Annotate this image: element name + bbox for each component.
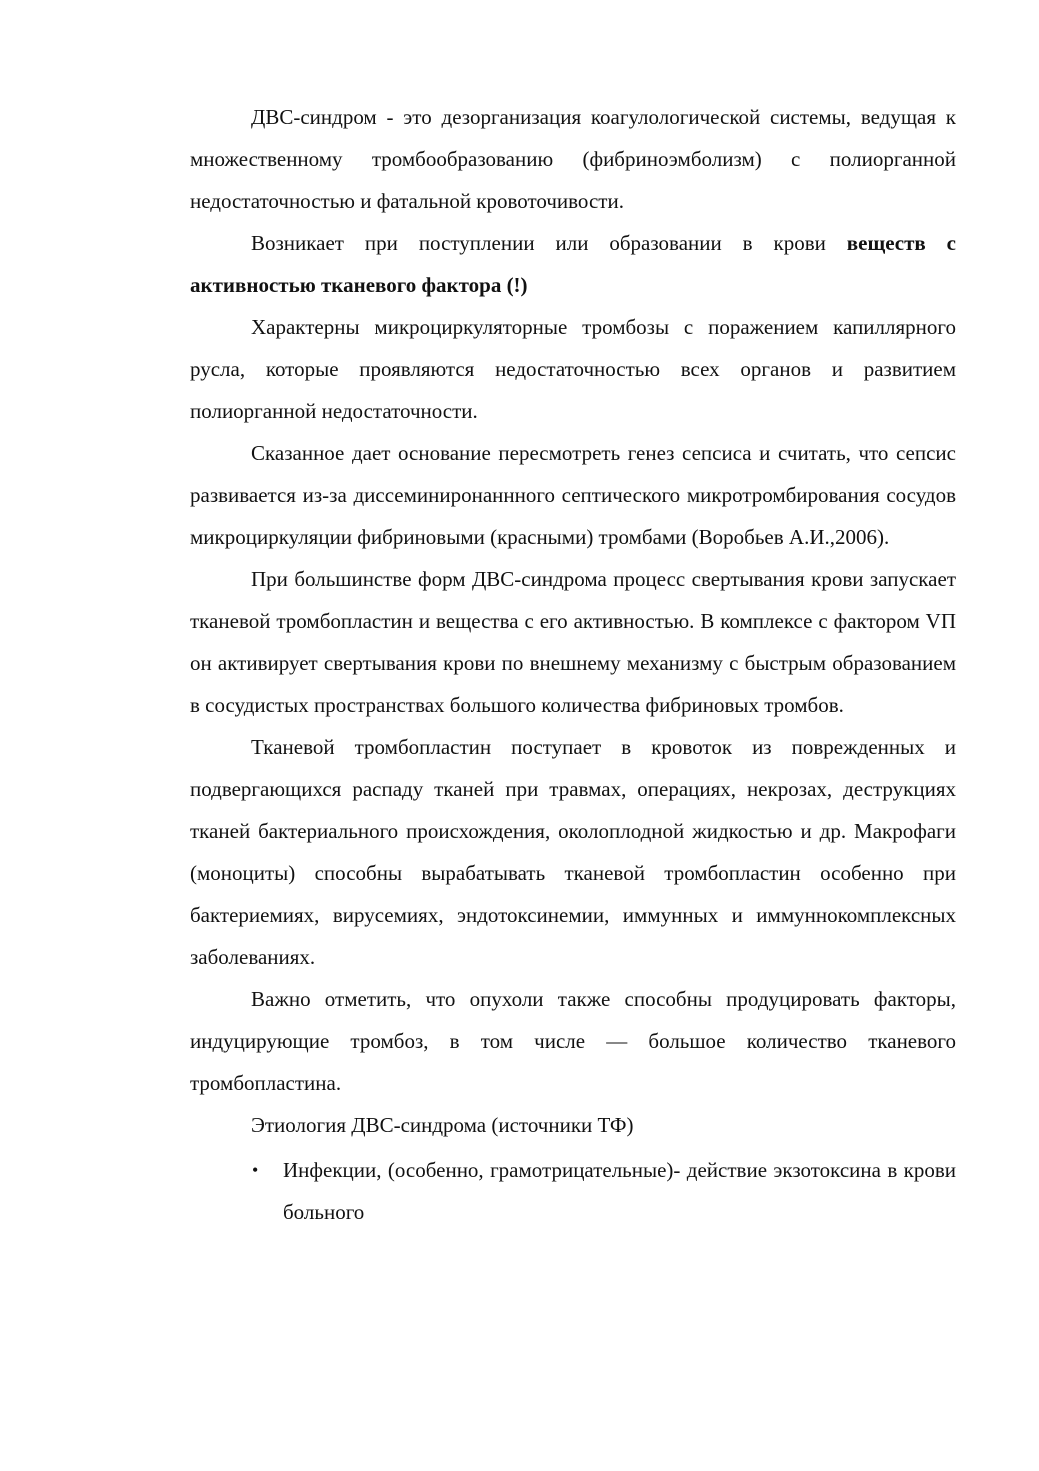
paragraph-origin-text: Возникает при поступлении или образовании в крови — [251, 231, 847, 255]
bullet-icon: • — [252, 1160, 259, 1180]
etiology-list — [190, 1149, 956, 1233]
paragraph-definition: ДВС-синдром - это дезорганизация коагулологической системы, ведущая к множественному тромбообразованию (фибриноэмболизм) с полиорганной недостаточностью и фатальной кровоточивости. — [190, 105, 956, 213]
paragraph-microcirculation: Характерны микроциркуляторные тромбозы с поражением капиллярного русла, которые проявляются недостаточностью всех органов и развитием полиорганной недостаточности. — [190, 315, 956, 423]
paragraph-origin — [190, 222, 956, 306]
document-body — [190, 96, 956, 1233]
paragraph-origin-bold: веществ с активностью тканевого фактора (!) — [190, 231, 956, 297]
list-item — [190, 1149, 956, 1233]
paragraph-coagulation: При большинстве форм ДВС-синдрома процесс свертывания крови запускает тканевой тромбопластин и вещества с его активностью. В комплексе с фактором VП он активирует свертывания крови по внешнему механизму с быстрым образованием в сосудистых пространствах большого количества фибриновых тромбов. — [190, 567, 956, 717]
paragraph-sepsis: Сказанное дает основание пересмотреть генез сепсиса и считать, что сепсис развивается из-за диссеминиронаннного септического микротромбирования сосудов микроциркуляции фибриновыми (красными) тромбами (Воробьев А.И.,2006). — [190, 441, 956, 549]
list-item-text: Инфекции, (особенно, грамотрицательные)- действие экзотоксина в крови больного — [283, 1158, 956, 1224]
paragraph-tumors: Важно отметить, что опухоли также способны продуцировать факторы, индуцирующие тромбоз, в том числе — большое количество тканевого тромбопластина. — [190, 987, 956, 1095]
etiology-heading: Этиология ДВС-синдрома (источники ТФ) — [251, 1113, 634, 1137]
paragraph-thromboplastin: Тканевой тромбопластин поступает в кровоток из поврежденных и подвергающихся распаду тканей при травмах, операциях, некрозах, деструкциях тканей бактериального происхождения, околоплодной жидкостью и др. Макрофаги (моноциты) способны вырабатывать тканевой тромбопластин особенно при бактериемиях, вирусемиях, эндотоксинемии, иммунных и иммуннокомплексных заболеваниях. — [190, 735, 956, 969]
